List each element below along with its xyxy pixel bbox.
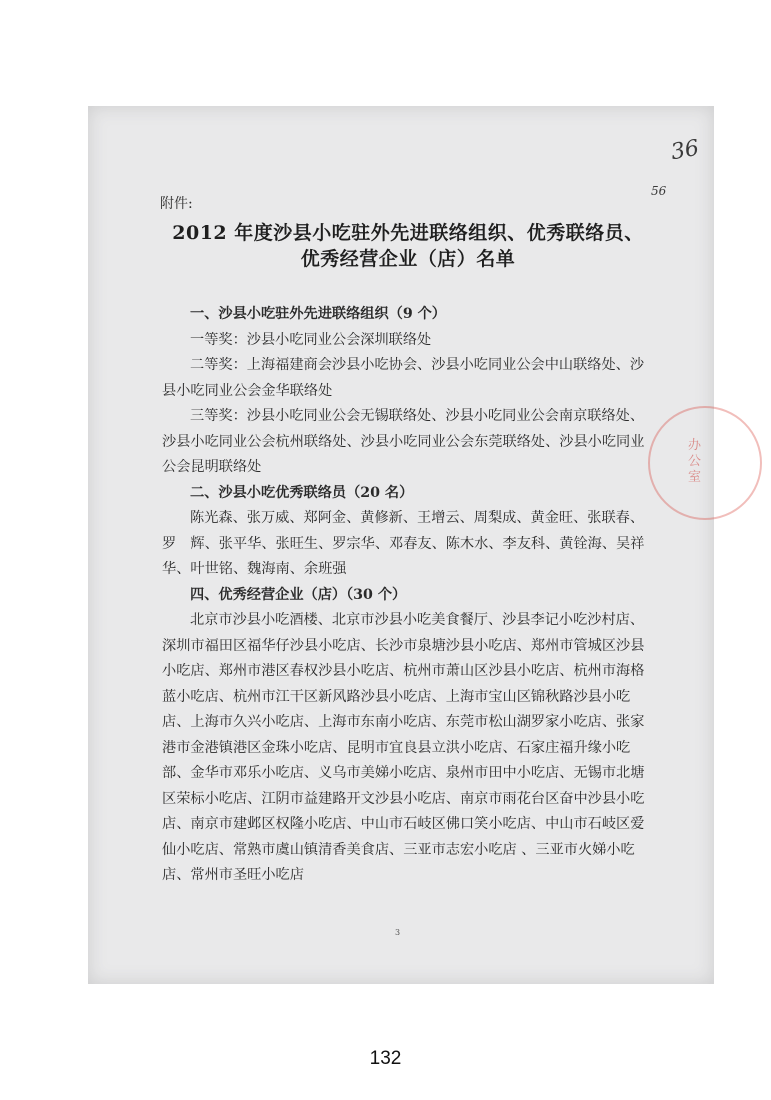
scanned-document <box>88 106 714 984</box>
page-number: 132 <box>369 1048 402 1069</box>
document-body <box>162 302 652 889</box>
section-2-heading: 二、沙县小吃优秀联络员（20 名） <box>190 484 414 501</box>
handwritten-page-mark: 56 <box>651 184 667 198</box>
liaison-names: 陈光森、张万威、郑阿金、黄修新、王增云、周梨成、黄金旺、张联春、罗 辉、张平华、张旺生、罗宗华、邓春友、陈木水、李友科、黄铨海、吴祥华、叶世铭、魏海南、余班强 <box>162 510 645 577</box>
title-line-1: 2012 年度沙县小吃驻外先进联络组织、优秀联络员、 <box>172 222 644 244</box>
attachment-label: 附件: <box>160 196 193 212</box>
first-prize: 一等奖：沙县小吃同业公会深圳联络处 <box>190 331 432 348</box>
red-seal-stamp <box>648 406 762 520</box>
title-line-2: 优秀经营企业（店）名单 <box>300 248 516 270</box>
inner-page-mark: 3 <box>395 928 401 937</box>
second-prize: 二等奖：上海福建商会沙县小吃协会、沙县小吃同业公会中山联络处、沙县小吃同业公会金华联络处 <box>162 357 645 399</box>
third-prize: 三等奖：沙县小吃同业公会无锡联络处、沙县小吃同业公会南京联络处、沙县小吃同业公会杭州联络处、沙县小吃同业公会东莞联络处、沙县小吃同业公会昆明联络处 <box>162 408 645 475</box>
handwritten-mark: 36 <box>669 135 701 166</box>
section-1-heading: 一、沙县小吃驻外先进联络组织（9 个） <box>190 306 446 322</box>
seal-text: 办公室 <box>688 438 702 485</box>
enterprise-list: 北京市沙县小吃酒楼、北京市沙县小吃美食餐厅、沙县李记小吃沙村店、深圳市福田区福华仔沙县小吃店、长沙市泉塘沙县小吃店、郑州市管城区沙县小吃店、郑州市港区春权沙县小吃店、杭州市萧山区沙县小吃店、杭州市海格蓝小吃店、杭州市江干区新风路沙县小吃店、上海市宝山区锦秋路沙县小吃店、上海市久兴小吃店、上海市东南小吃店、东莞市松山湖罗家小吃店、张家港市金港镇港区金珠小吃店、昆明市宜良县立洪小吃店、石家庄福升缘小吃部、金华市邓乐小吃店、义乌市美娣小吃店、泉州市田中小吃店、无锡市北塘区荣标小吃店、江阴市益建路开文沙县小吃店、南京市雨花台区奋中沙县小吃店、南京市建邺区权隆小吃店、中山市石岐区佛口笑小吃店、中山市石岐区爱仙小吃店、常熟市虞山镇清香美食店、三亚市志宏小吃店 、三亚市火娣小吃店、常州市圣旺小吃店 <box>162 612 645 883</box>
section-4-heading: 四、优秀经营企业（店）（30 个） <box>190 586 407 603</box>
